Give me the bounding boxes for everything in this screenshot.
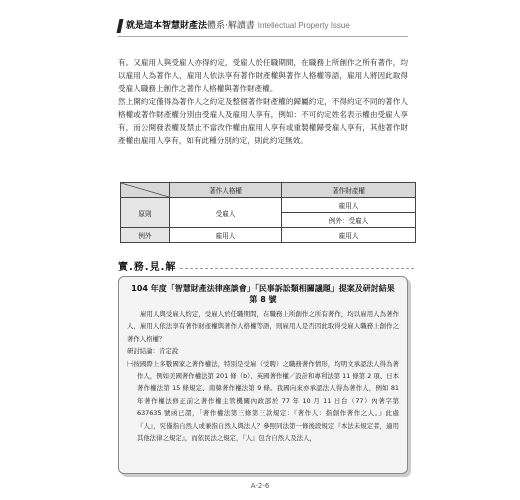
- table-header-row: [121, 183, 416, 198]
- case-title: [119, 283, 407, 305]
- section-title: 實.務.見.解: [118, 262, 177, 273]
- row-label-exception: 例外: [121, 228, 170, 243]
- page-number: A-2-6: [250, 482, 270, 490]
- header-rule: [118, 36, 408, 37]
- rights-table: [120, 182, 416, 243]
- english-title: Intellectual Property Issue: [257, 21, 350, 30]
- header-accent-bar: [117, 19, 124, 33]
- case-text: [127, 308, 399, 444]
- book-subtitle: 體系‧解讀書: [207, 21, 255, 31]
- case-title-line1: 104 年度「智慧財產法律座談會」「民事訴訟類相關議題」提案及研討結果: [131, 284, 395, 293]
- table-row: [121, 228, 416, 243]
- book-title: 就是這本智慧財產法: [126, 21, 208, 31]
- running-header: [0, 6, 520, 32]
- cell-property-exception-note: 例外：受雇人: [282, 213, 416, 228]
- row-label-principle: 原則: [121, 198, 170, 228]
- rights-table-container: [120, 182, 416, 243]
- case-title-line2: 第 8 號: [249, 295, 277, 304]
- cell-property-exception: 雇用人: [282, 228, 416, 243]
- paragraph: 然上開約定僅得為著作人之約定及整個著作財產權的歸屬約定，不得約定不同的著作人格權或著作財產權分別由受雇人及雇用人享有，例如：不可約定姓名表示權由受雇人享有，而公開發表權及禁止不當改作權由雇用人享有或重製權歸受雇人享有，其他著作財產權由雇用人享有，如有此種分別約定，則此約定無效。: [118, 97, 408, 145]
- cell-moral-principle: 受雇人: [170, 198, 282, 228]
- section-dashed-rule: [180, 268, 414, 270]
- case-conclusion-label: 研討結論：肯定說: [127, 347, 179, 356]
- paragraph: 有。又雇用人與受雇人亦得約定，受雇人於任職期間，在職務上所創作之所有著作，均以雇用人為著作人，雇用人依法享有著作財產權與著作人格權等語，雇用人將因此取得受雇人職務上創作之著作人格權與著作財產權。: [118, 58, 408, 93]
- section-heading: [118, 258, 414, 276]
- header-title: [126, 18, 350, 31]
- case-item-1: ㈠按國際上多數國家之著作權法，特別是受雇（受聘）之職務著作情形，均明文承認法人得為著作人，例如美國著作權法第 201 條（b）、英國著作權／設計和專利法第 11 條第 2 項、日本著作權法第 15 條規定、南韓著作權法第 9 條。我國向來亦承認法人得為著作人，例如 81 年著作權法修正前之著作權主管機關內政部於 77 年 10 月 11 日台（77）內著字第 637635 號函已謂，「著作權法第三條第三款規定：『著作人：指創作著作之人。』此處『人』，究僅指自然人或兼指自然人與法人？參照同法第一條後段規定『本法未規定者，適用其他法律之規定』，而依民法之規定，『人』包含自然人及法人，: [127, 359, 399, 443]
- body-text: [118, 56, 408, 147]
- header-moral-rights: 著作人格權: [170, 183, 282, 198]
- header-property-rights: 著作財產權: [282, 183, 416, 198]
- table-corner-cell: [121, 183, 170, 198]
- cell-property-principle: 雇用人: [282, 198, 416, 213]
- case-box: [118, 276, 408, 474]
- diagonal-line-icon: [121, 183, 169, 197]
- table-row: [121, 198, 416, 213]
- cell-moral-exception: 雇用人: [170, 228, 282, 243]
- case-question: 雇用人與受雇人約定，受雇人於任職期間，在職務上所創作之所有著作，均以雇用人為著作人，雇用人依法享有著作財產權與著作人格權等語，則雇用人是否因此取得受雇人職務上創作之著作人格權？: [127, 310, 399, 343]
